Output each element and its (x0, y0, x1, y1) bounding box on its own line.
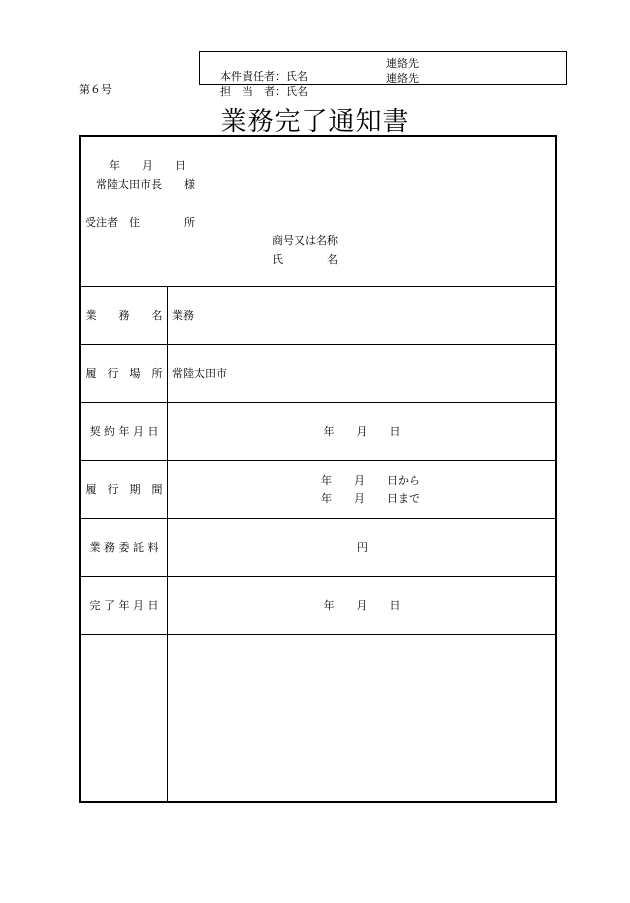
row-value-period-end: 年 月 日まで (321, 492, 420, 505)
addressee: 常陸太田市長 様 (96, 178, 195, 191)
row-label-period: 履 行 期 間 (85, 483, 163, 496)
row-value-contract-date: 年 月 日 (323, 425, 401, 438)
form-number: 第６号 (79, 83, 112, 96)
trade-name-label: 商号又は名称 (272, 234, 338, 247)
notice-form-table (79, 135, 557, 803)
row-label-location: 履 行 場 所 (85, 367, 163, 380)
document-title: 業務完了通知書 (220, 107, 410, 137)
divider (81, 460, 555, 461)
row-value-fee: 円 (357, 541, 368, 554)
divider (81, 634, 555, 635)
row-value-task-name: 業務 (172, 309, 194, 322)
row-value-completion-date: 年 月 日 (323, 599, 401, 612)
row-label-completion-date: 完 了 年 月 日 (89, 599, 159, 612)
label-column-divider (167, 286, 168, 801)
responsible-person-name-label: 本件責任者：氏名 (220, 70, 308, 83)
row-label-task-name: 業 務 名 (85, 309, 163, 322)
divider (81, 576, 555, 577)
row-label-contract-date: 契 約 年 月 日 (89, 425, 159, 438)
staff-name-label: 担 当 者：氏名 (220, 85, 308, 98)
divider (81, 518, 555, 519)
row-value-period-start: 年 月 日から (321, 474, 420, 487)
responsible-person-contact-label: 連絡先 (386, 57, 419, 70)
staff-contact-label: 連絡先 (386, 72, 419, 85)
row-label-fee: 業 務 委 託 料 (89, 541, 159, 554)
contractor-address-label: 受注者 住 所 (85, 216, 195, 229)
responsibility-box (199, 51, 567, 98)
notice-date: 年 月 日 (109, 159, 186, 172)
divider (81, 402, 555, 403)
divider (81, 286, 555, 287)
row-value-location: 常陸太田市 (172, 367, 227, 380)
contractor-name-label: 氏 名 (272, 253, 338, 266)
divider (81, 344, 555, 345)
